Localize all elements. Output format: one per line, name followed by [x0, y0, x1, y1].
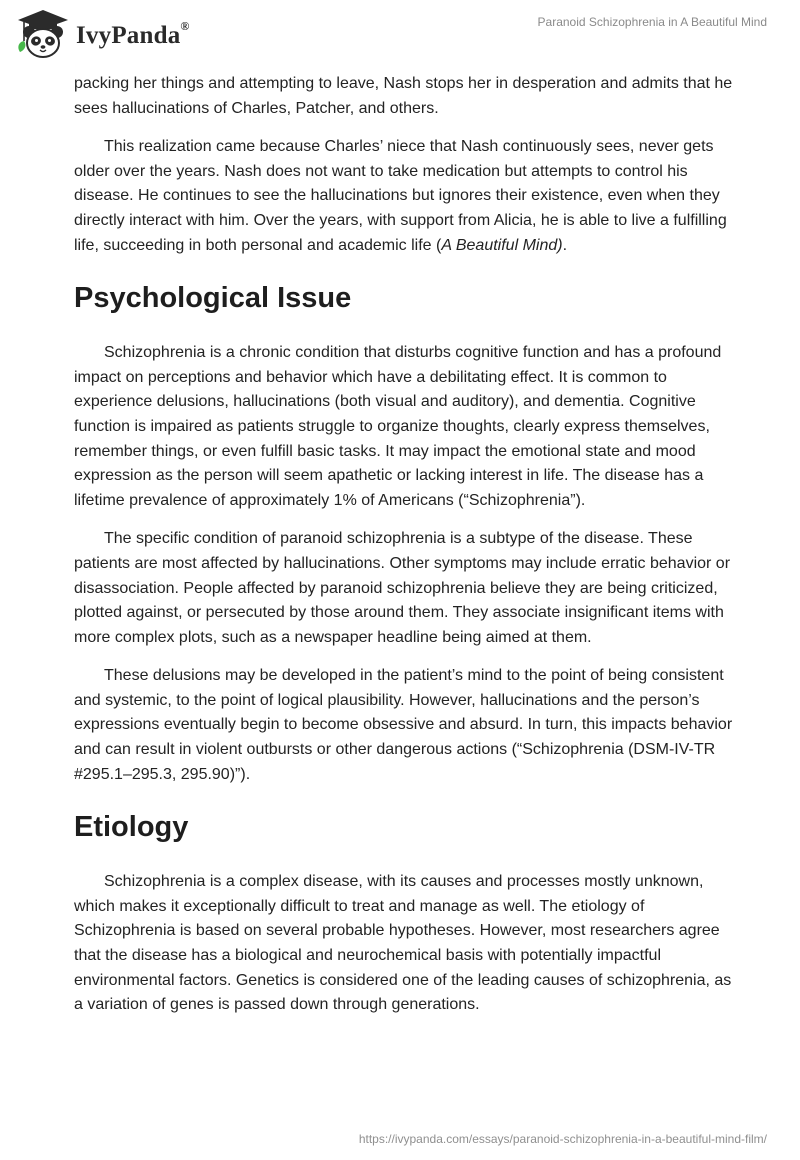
document-title: Paranoid Schizophrenia in A Beautiful Mind [537, 15, 767, 29]
paragraph: These delusions may be developed in the patient’s mind to the point of being consistent and systemic, to the point of logical plausibility. However, hallucinations and the person’s expressions eventually begin to become obsessive and absurd. In turn, this impacts behavior and can result in violent outbursts or other dangerous actions (“Schizophrenia (DSM-IV-TR #295.1–295.3, 295.90)”). [74, 667, 733, 783]
paragraph: This realization came because Charles’ niece that Nash continuously sees, never gets older over the years. Nash does not want to take medication but attempts to control his disease. He continues to see the hallucinations but ignores their existence, even when they directly interact with him. Over the years, with support from Alicia, he is able to live a fulfilling life, succeeding in both personal and academic life (A Beautiful Mind). [74, 138, 727, 254]
paragraph: Schizophrenia is a complex disease, with its causes and processes mostly unknown, which makes it exceptionally difficult to treat and manage as well. The etiology of Schizophrenia is based on several probable hypotheses. However, most researchers agree that the disease has a biological and neurochemical basis with potentially impactful environmental factors. Genetics is considered one of the leading causes of schizophrenia, as a variation of genes is passed down through generations. [74, 873, 732, 1014]
paragraph: packing her things and attempting to leave, Nash stops her in desperation and admits that he sees hallucinations of Charles, Patcher, and others. [74, 75, 733, 117]
paragraph: Schizophrenia is a chronic condition that disturbs cognitive function and has a profound impact on perceptions and behavior which have a debilitating effect. It is common to experience delusions, hallucinations (both visual and auditory), and dementia. Cognitive function is impaired as patients struggle to organize thoughts, clearly express themselves, remember things, or even fulfill basic tasks. It may impact the emotional state and mood expression as the person will seem apathetic or lacking interest in life. The disease has a lifetime prevalence of approximately 1% of Americans (“Schizophrenia”). [74, 344, 722, 509]
ivypanda-logo[interactable] [14, 8, 190, 60]
italic-citation: A Beautiful Mind) [441, 236, 563, 254]
section-heading-etiology: Etiology [74, 811, 189, 844]
section-heading-psychological-issue: Psychological Issue [74, 282, 352, 315]
page-header [0, 0, 800, 66]
essay-body [74, 72, 734, 1032]
source-url[interactable]: https://ivypanda.com/essays/paranoid-schizophrenia-in-a-beautiful-mind-film/ [358, 1132, 767, 1146]
logo-wordmark: IvyPanda® [76, 18, 190, 49]
paragraph: The specific condition of paranoid schizophrenia is a subtype of the disease. These patients are most affected by hallucinations. Other symptoms may include erratic behavior or disassociation. People affected by paranoid schizophrenia believe they are being criticized, plotted against, or persecuted by those around them. They associate insignificant items with more complex plots, such as a newspaper headline being aimed at them. [74, 530, 731, 646]
panda-graduate-icon [14, 8, 72, 60]
